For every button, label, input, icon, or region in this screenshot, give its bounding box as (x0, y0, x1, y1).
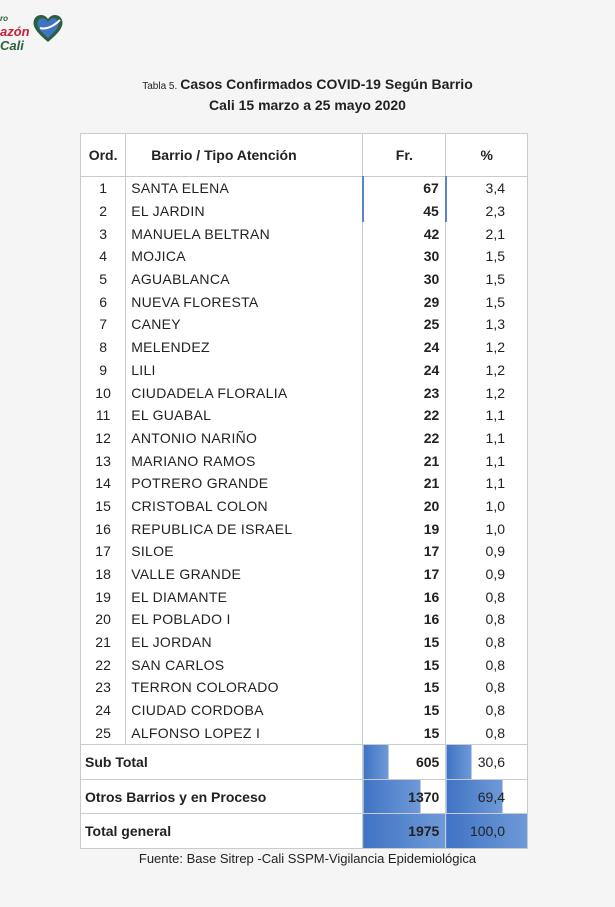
logo-text-1: ro (0, 14, 8, 23)
row-pct: 1,1 (446, 472, 528, 495)
table-row (81, 427, 528, 450)
cases-table (80, 133, 528, 849)
row-barrio: CIUDADELA FLORALIA (126, 381, 363, 404)
row-pct: 2,3 (446, 200, 528, 223)
row-ord: 12 (81, 427, 126, 450)
row-barrio: CANEY (126, 313, 363, 336)
row-ord: 4 (81, 245, 126, 268)
row-fr: 30 (363, 245, 446, 268)
row-ord: 6 (81, 290, 126, 313)
row-ord: 20 (81, 608, 126, 631)
summary-fr-bar: 1370 (363, 780, 446, 814)
table-row (81, 563, 528, 586)
row-pct: 1,2 (446, 336, 528, 359)
row-fr: 24 (363, 359, 446, 382)
row-barrio: CRISTOBAL COLON (126, 495, 363, 518)
row-barrio: LILI (126, 359, 363, 382)
header-pct: % (446, 134, 528, 177)
row-pct: 1,5 (446, 290, 528, 313)
summary-fr-bar: 605 (363, 745, 446, 780)
logo-text-2: azón (0, 24, 30, 39)
row-pct: 1,3 (446, 313, 528, 336)
row-ord: 5 (81, 268, 126, 291)
row-barrio: MOJICA (126, 245, 363, 268)
table-row (81, 676, 528, 699)
row-fr: 16 (363, 608, 446, 631)
row-pct: 0,8 (446, 699, 528, 722)
row-ord: 11 (81, 404, 126, 427)
row-barrio: TERRON COLORADO (126, 676, 363, 699)
row-barrio: EL DIAMANTE (126, 585, 363, 608)
row-ord: 23 (81, 676, 126, 699)
heart-icon (30, 10, 66, 46)
table-caption (0, 75, 615, 114)
row-fr: 45 (363, 200, 446, 223)
row-barrio: REPUBLICA DE ISRAEL (126, 517, 363, 540)
row-pct: 1,1 (446, 449, 528, 472)
summary-label: Sub Total (81, 745, 363, 780)
table-row (81, 404, 528, 427)
row-ord: 8 (81, 336, 126, 359)
row-ord: 18 (81, 563, 126, 586)
row-ord: 7 (81, 313, 126, 336)
row-pct: 2,1 (446, 222, 528, 245)
row-fr: 15 (363, 631, 446, 654)
summary-pct-bar: 69,4 (446, 780, 528, 814)
row-fr: 29 (363, 290, 446, 313)
row-fr: 20 (363, 495, 446, 518)
row-pct: 0,8 (446, 631, 528, 654)
row-ord: 21 (81, 631, 126, 654)
row-barrio: MARIANO RAMOS (126, 449, 363, 472)
table-row (81, 608, 528, 631)
row-pct: 1,5 (446, 245, 528, 268)
row-pct: 1,2 (446, 359, 528, 382)
header-ord: Ord. (81, 134, 126, 177)
table-row (81, 540, 528, 563)
row-ord: 3 (81, 222, 126, 245)
row-ord: 10 (81, 381, 126, 404)
row-fr: 25 (363, 313, 446, 336)
row-ord: 22 (81, 653, 126, 676)
row-fr: 15 (363, 722, 446, 745)
table-row (81, 200, 528, 223)
row-ord: 13 (81, 449, 126, 472)
row-barrio: AGUABLANCA (126, 268, 363, 291)
row-barrio: SILOE (126, 540, 363, 563)
row-barrio: MANUELA BELTRAN (126, 222, 363, 245)
header-row (81, 134, 528, 177)
row-barrio: SAN CARLOS (126, 653, 363, 676)
summary-pct-bar: 100,0 (446, 814, 528, 849)
logo-text-3: Cali (0, 38, 24, 53)
row-ord: 19 (81, 585, 126, 608)
summary-row (81, 745, 528, 780)
row-pct: 0,9 (446, 540, 528, 563)
table-subtitle: Cali 15 marzo a 25 mayo 2020 (209, 97, 406, 113)
table-row (81, 517, 528, 540)
row-fr: 16 (363, 585, 446, 608)
row-barrio: VALLE GRANDE (126, 563, 363, 586)
row-fr: 17 (363, 540, 446, 563)
row-barrio: CIUDAD CORDOBA (126, 699, 363, 722)
row-ord: 14 (81, 472, 126, 495)
row-ord: 15 (81, 495, 126, 518)
row-fr: 21 (363, 449, 446, 472)
table-title: Casos Confirmados COVID-19 Según Barrio (180, 76, 473, 92)
row-fr: 24 (363, 336, 446, 359)
row-fr: 22 (363, 427, 446, 450)
row-pct: 0,8 (446, 676, 528, 699)
table-row (81, 336, 528, 359)
row-pct: 1,1 (446, 427, 528, 450)
summary-row (81, 780, 528, 814)
row-fr: 42 (363, 222, 446, 245)
row-ord: 1 (81, 177, 126, 200)
row-ord: 16 (81, 517, 126, 540)
logo (0, 10, 70, 60)
row-pct: 1,0 (446, 495, 528, 518)
table-row (81, 699, 528, 722)
summary-label: Total general (81, 814, 363, 849)
row-pct: 1,1 (446, 404, 528, 427)
table-row (81, 313, 528, 336)
row-fr: 22 (363, 404, 446, 427)
title-line-1 (0, 75, 615, 96)
table-row (81, 245, 528, 268)
row-barrio: ALFONSO LOPEZ I (126, 722, 363, 745)
row-barrio: POTRERO GRANDE (126, 472, 363, 495)
row-fr: 67 (363, 177, 446, 200)
table-row (81, 449, 528, 472)
summary-fr-bar: 1975 (363, 814, 446, 849)
row-fr: 19 (363, 517, 446, 540)
row-fr: 17 (363, 563, 446, 586)
row-barrio: EL JARDIN (126, 200, 363, 223)
table-row (81, 653, 528, 676)
row-fr: 23 (363, 381, 446, 404)
row-barrio: EL JORDAN (126, 631, 363, 654)
row-ord: 9 (81, 359, 126, 382)
row-fr: 30 (363, 268, 446, 291)
row-pct: 0,8 (446, 585, 528, 608)
row-barrio: EL POBLADO I (126, 608, 363, 631)
row-pct: 0,8 (446, 653, 528, 676)
row-pct: 1,0 (446, 517, 528, 540)
table-row (81, 222, 528, 245)
row-ord: 24 (81, 699, 126, 722)
table-row (81, 631, 528, 654)
row-barrio: NUEVA FLORESTA (126, 290, 363, 313)
row-fr: 21 (363, 472, 446, 495)
source-note: Fuente: Base Sitrep -Cali SSPM-Vigilancia Epidemiológica (138, 851, 477, 866)
summary-pct-bar: 30,6 (446, 745, 528, 780)
table-number: Tabla 5. (142, 81, 178, 92)
row-fr: 15 (363, 653, 446, 676)
header-fr: Fr. (363, 134, 446, 177)
row-pct: 1,5 (446, 268, 528, 291)
summary-label: Otros Barrios y en Proceso (81, 780, 363, 814)
row-barrio: MELENDEZ (126, 336, 363, 359)
table-row (81, 585, 528, 608)
table-row (81, 177, 528, 200)
row-ord: 25 (81, 722, 126, 745)
row-pct: 3,4 (446, 177, 528, 200)
table-row (81, 722, 528, 745)
row-pct: 0,9 (446, 563, 528, 586)
row-barrio: ANTONIO NARIÑO (126, 427, 363, 450)
table-row (81, 472, 528, 495)
row-pct: 1,2 (446, 381, 528, 404)
row-barrio: SANTA ELENA (126, 177, 363, 200)
summary-row (81, 814, 528, 849)
table-row (81, 495, 528, 518)
row-pct: 0,8 (446, 608, 528, 631)
row-ord: 2 (81, 200, 126, 223)
table-row (81, 381, 528, 404)
table-row (81, 359, 528, 382)
row-ord: 17 (81, 540, 126, 563)
row-barrio: EL GUABAL (126, 404, 363, 427)
row-fr: 15 (363, 676, 446, 699)
header-barrio: Barrio / Tipo Atención (126, 134, 363, 177)
table-row (81, 290, 528, 313)
row-fr: 15 (363, 699, 446, 722)
table-row (81, 268, 528, 291)
row-pct: 0,8 (446, 722, 528, 745)
